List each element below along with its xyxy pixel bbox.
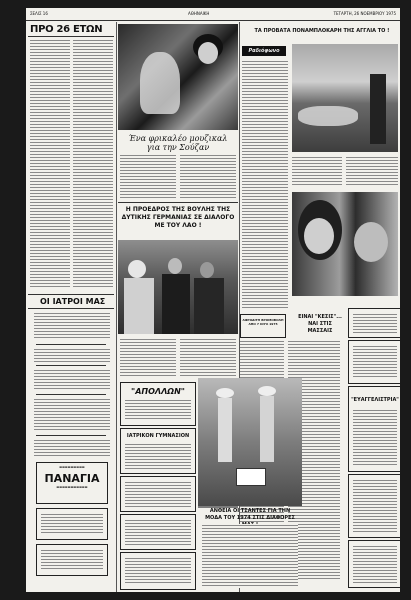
apollon-ad: [120, 382, 196, 426]
text-block: [346, 156, 398, 186]
photo-bundestag: [118, 240, 238, 334]
small-ad: [348, 474, 400, 538]
panagia-title: ΠΑΝΑΓΙΑ: [44, 472, 100, 485]
small-ad: [348, 540, 400, 588]
page-number: ΣΕΛΙΣ 16: [30, 11, 48, 16]
page-date: ΤΕΤΑΡΤΗ, 26 ΝΟΕΜΒΡΙΟΥ 1975: [333, 11, 396, 16]
small-ad: [120, 476, 196, 512]
small-ad: [348, 308, 400, 338]
text-block: [120, 154, 176, 198]
radio-tag: Ραδιόφωνο: [242, 46, 286, 56]
evangelistria-title: "ΕΥΑΓΓΕΛΙΣΤΡΙΑ": [351, 397, 399, 403]
evangelistria-ad: [348, 386, 400, 472]
left-column: [28, 22, 114, 592]
side-box-text: ΑΦΡΟΔΙΤΗ ΒΡΟΜΟΒΟΛΗ ΑΠΟ 7 ΙΟΥΛ 1975: [242, 318, 284, 326]
panagia-ad: ▬▬▬▬▬▬▬▬▬ ΠΑΝΑΓΙΑ ▬▬▬▬▬▬▬▬▬▬▬: [36, 462, 108, 504]
small-ad: [120, 552, 196, 590]
headline-kessis: ΕΙΝΑΙ "ΚΕΣΙΣ"... ΝΑΙ ΣΤΙΣ ΜΑΣΣΑΙΣ: [298, 314, 342, 334]
iatrikon-title: ΙΑΤΡΙΚΟΝ ΓΥΜΝΑΣΙΟΝ: [126, 433, 190, 439]
photo-caption: Ένα φρικαλέο μουζικαλ για την Σούζαν: [128, 134, 228, 152]
doctor-ad: [34, 348, 110, 362]
text-block: [30, 39, 70, 289]
iatrikon-ad: [120, 428, 196, 474]
photo-susan: [118, 24, 238, 130]
doctor-ad: [34, 369, 110, 391]
headline-bundestag: Η ΠΡΟΕΔΡΟΣ ΤΗΣ ΒΟΥΛΗΣ ΤΗΣ ΔΥΤΙΚΗΣ ΓΕΡΜΑΝΙΑΣ ΣΕ ΔΙΑΛΟΓΟ ΜΕ ΤΟΥ ΛΑΟ !: [121, 206, 235, 229]
small-ad: [36, 508, 108, 540]
small-ad: [348, 340, 400, 384]
text-block: [180, 338, 236, 378]
small-ad: [36, 544, 108, 576]
radio-listings: [242, 60, 288, 310]
text-block: [202, 524, 298, 588]
radio-column: [240, 22, 290, 312]
doctor-ad: [34, 398, 110, 432]
left-title: ΠΡΟ 26 ΕΤΩΝ: [30, 24, 103, 35]
side-box: [240, 314, 286, 338]
headline-fashion: ΑΝΘΕΙΑ ΟΙ ΤΣΑΝΤΕΣ ΓΙΑ ΤΗΝ ΜΟΔΑ ΤΟΥ 1974 ΣΤΙΣ ΔΙΑΦΟΡΕΣ: [205, 508, 295, 521]
newspaper-page: [26, 8, 400, 592]
doctor-ad: [34, 312, 110, 340]
page-header: [26, 8, 400, 21]
headline-sheep: ΤΑ ΠΡΟΒΑΤΑ ΠΟΝΑΜΠΛΟΚΑΡΗ ΤΗΣ ΑΓΓΛΙΑ ΤΟ !: [254, 28, 390, 34]
text-block: [292, 156, 342, 186]
text-block: [120, 338, 176, 378]
paper-name: ΑΘΗΝΑΙΚΗ: [188, 11, 210, 16]
text-block: [180, 154, 236, 198]
apollon-title: "ΑΠΟΛΛΩΝ": [131, 387, 185, 396]
photo-couple: [292, 192, 398, 296]
small-ad: [120, 514, 196, 550]
text-block: [73, 39, 113, 289]
center-column: [118, 22, 238, 592]
doctor-ad: [34, 439, 110, 457]
doctors-title: ΟΙ ΙΑΤΡΟΙ ΜΑΣ: [40, 297, 106, 306]
photo-fashion: [198, 378, 302, 506]
photo-sheep: [292, 44, 398, 152]
